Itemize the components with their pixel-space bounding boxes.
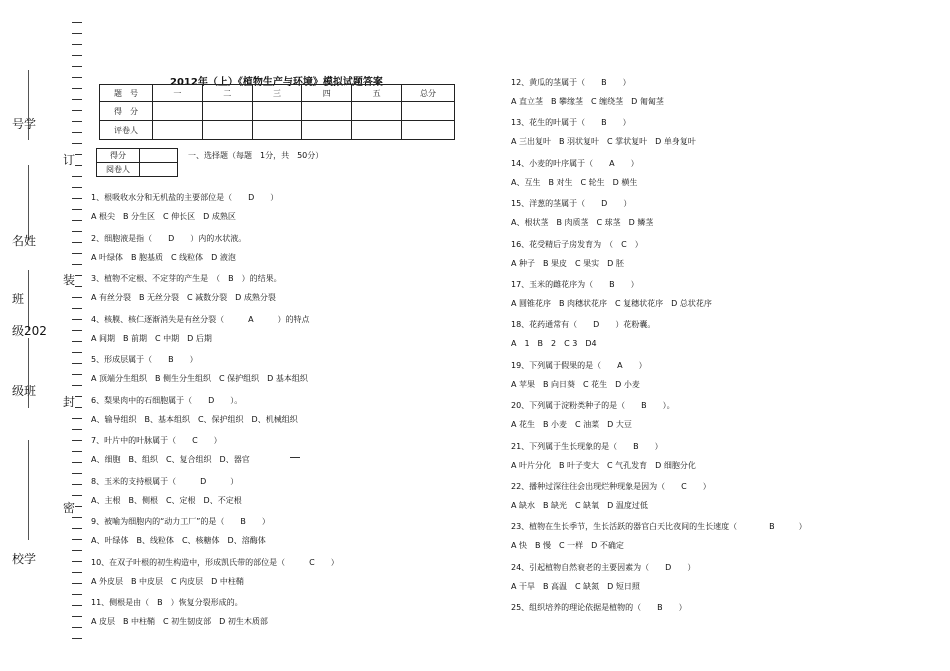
exam-title: 2012年（上）《植物生产与环境》模拟试题答案 <box>170 77 383 88</box>
question-text: 13、花生的叶属于（ B ） <box>511 118 631 128</box>
binding-tick <box>72 429 82 430</box>
grade-label: 级202 <box>12 324 47 338</box>
binding-tick <box>72 418 82 419</box>
grader-row-label: 评卷人 <box>100 121 153 140</box>
binding-tick <box>72 605 82 606</box>
score-cell[interactable] <box>352 102 402 121</box>
binding-tick <box>72 616 82 617</box>
binding-tick <box>72 44 82 45</box>
binding-word-ding: 订 <box>63 150 75 169</box>
question-text: 1、根吸收水分和无机盐的主要部位是（ D ） <box>91 193 279 202</box>
question-options: A 花生 B 小麦 C 油菜 D 大豆 <box>511 420 632 430</box>
question-options: A 外皮层 B 中皮层 C 内皮层 D 中柱鞘 <box>91 576 244 586</box>
binding-tick <box>72 143 82 144</box>
binding-tick <box>72 198 82 199</box>
question-text: 6、梨果肉中的石细胞属于（ D ）。 <box>91 395 243 405</box>
question-options: A 皮层 B 中柱鞘 C 初生韧皮部 D 初生木质部 <box>91 617 268 626</box>
binding-tick <box>72 539 82 540</box>
margin-rule <box>28 440 29 540</box>
section-score-cell[interactable] <box>140 149 178 163</box>
binding-tick <box>72 319 82 320</box>
section-grader-cell[interactable] <box>140 163 178 177</box>
binding-word-mi: 密 <box>63 498 75 517</box>
question-text: 21、下列属于生长现象的是（ B ） <box>511 441 663 451</box>
question-options: A、主根 B、侧根 C、定根 D、不定根 <box>91 495 242 505</box>
score-table <box>99 84 455 140</box>
binding-tick <box>72 627 82 628</box>
question-options: A 根尖 B 分生区 C 伸长区 D 成熟区 <box>91 212 236 221</box>
grader-cell[interactable] <box>352 121 402 140</box>
binding-tick <box>72 517 82 518</box>
binding-tick <box>72 33 82 34</box>
binding-tick <box>72 308 82 309</box>
score-table-header: 一 <box>153 85 203 102</box>
binding-tick <box>72 528 82 529</box>
grade-class-label: 级班 <box>12 384 37 398</box>
binding-tick <box>72 110 82 111</box>
grader-cell[interactable] <box>302 121 352 140</box>
question-text: 14、小麦的叶序属于（ A ） <box>511 158 639 168</box>
question-text: 22、播种过深往往会出现烂种现象是因为（ C ） <box>511 482 711 491</box>
score-row-label: 得 分 <box>100 102 153 121</box>
question-options: A 干旱 B 高温 C 缺氮 D 短日照 <box>511 581 640 591</box>
question-options: A 种子 B 果皮 C 果实 D 胚 <box>511 258 624 268</box>
class-label: 班 <box>12 292 25 306</box>
question-text: 18、花药通常有（ D ）花粉囊。 <box>511 320 656 330</box>
section-heading: 一、选择题（每题 1分，共 50分） <box>188 151 324 160</box>
question-options: A 叶绿体 B 胞基质 C 线粒体 D 液泡 <box>91 252 236 262</box>
question-options: A 有丝分裂 B 无丝分裂 C 减数分裂 D 成熟分裂 <box>91 293 276 302</box>
binding-tick <box>72 330 82 331</box>
binding-tick <box>72 440 82 441</box>
grader-cell[interactable] <box>202 121 252 140</box>
margin-rule <box>28 165 29 240</box>
question-text: 23、植物在生长季节，生长活跃的器官白天比夜间的生长速度（ B ） <box>511 522 807 532</box>
score-table-header: 题 号 <box>100 85 153 102</box>
question-text: 12、黄瓜的茎属于（ B ） <box>511 78 631 87</box>
question-options: A、细胞 B、组织 C、复合组织 D、器官 <box>91 455 250 464</box>
question-options: A 快 B 慢 C 一样 D 不确定 <box>511 541 624 551</box>
school-label: 校学 <box>12 552 37 566</box>
binding-tick <box>72 77 82 78</box>
binding-tick <box>72 550 82 551</box>
question-options: A、叶绿体 B、线粒体 C、核糖体 D、溶酶体 <box>91 536 266 545</box>
binding-tick <box>72 99 82 100</box>
score-cell[interactable] <box>402 102 455 121</box>
score-table-header: 二 <box>202 85 252 102</box>
section-score-table <box>96 148 178 177</box>
name-label: 名姓 <box>12 234 37 248</box>
score-table-header: 五 <box>352 85 402 102</box>
binding-tick <box>72 352 82 353</box>
binding-tick <box>72 242 82 243</box>
binding-tick <box>72 583 82 584</box>
binding-tick <box>72 473 82 474</box>
question-text: 25、组织培养的理论依据是植物的（ B ） <box>511 603 687 613</box>
question-options: A、互生 B 对生 C 轮生 D 横生 <box>511 177 638 187</box>
binding-tick <box>72 638 82 639</box>
binding-tick <box>72 297 82 298</box>
score-cell[interactable] <box>153 102 203 121</box>
score-table-header: 三 <box>252 85 302 102</box>
grader-cell[interactable] <box>252 121 302 140</box>
binding-tick <box>72 231 82 232</box>
section-grader-label: 阅卷人 <box>97 163 140 177</box>
binding-tick <box>72 88 82 89</box>
question-options: A 间期 B 前期 C 中期 D 后期 <box>91 333 212 343</box>
binding-tick <box>72 451 82 452</box>
grader-cell[interactable] <box>402 121 455 140</box>
binding-tick <box>72 253 82 254</box>
binding-tick <box>72 341 82 342</box>
question-options: A 叶片分化 B 叶子变大 C 气孔发育 D 细胞分化 <box>511 460 696 470</box>
binding-tick <box>72 264 82 265</box>
binding-tick <box>72 121 82 122</box>
binding-tick <box>72 209 82 210</box>
binding-margin <box>72 22 82 642</box>
question-text: 24、引起植物自然衰老的主要因素为（ D ） <box>511 562 696 572</box>
question-options: A 苹果 B 向日葵 C 花生 D 小麦 <box>511 379 640 389</box>
question-text: 4、核膜、核仁逐渐消失是有丝分裂（ A ）的特点 <box>91 314 310 324</box>
question-options: A 直立茎 B 攀缘茎 C 缠绕茎 D 匍匐茎 <box>511 97 664 106</box>
stray-mark <box>290 457 300 458</box>
question-text: 5、形成层属于（ B ） <box>91 355 198 364</box>
question-text: 11、侧根是由（ B ）恢复分裂形成的。 <box>91 598 243 607</box>
score-cell[interactable] <box>302 102 352 121</box>
question-options: A、根状茎 B 肉质茎 C 球茎 D 鳞茎 <box>511 218 654 228</box>
score-table-header: 四 <box>302 85 352 102</box>
binding-tick <box>72 484 82 485</box>
question-text: 19、下列属于假果的是（ A ） <box>511 360 647 370</box>
question-options: A 圆锥花序 B 肉穗状花序 C 复穗状花序 D 总状花序 <box>511 299 712 308</box>
question-text: 3、植物不定根、不定芽的产生是 （ B ）的结果。 <box>91 274 282 283</box>
binding-tick <box>72 187 82 188</box>
binding-tick <box>72 561 82 562</box>
binding-tick <box>72 462 82 463</box>
question-options: A 1 B 2 C 3 D4 <box>511 339 597 349</box>
binding-tick <box>72 594 82 595</box>
section-score-label: 得分 <box>97 149 140 163</box>
question-options: A 顶端分生组织 B 侧生分生组织 C 保护组织 D 基本组织 <box>91 374 308 383</box>
question-options: A 缺水 B 缺光 C 缺氧 D 温度过低 <box>511 501 648 510</box>
score-cell[interactable] <box>202 102 252 121</box>
grader-cell[interactable] <box>153 121 203 140</box>
score-table-header: 总分 <box>402 85 455 102</box>
binding-word-zhuang: 装 <box>63 270 75 289</box>
question-text: 10、在双子叶根的初生构造中，形成凯氏带的部位是（ C ） <box>91 557 339 567</box>
question-options: A 三出复叶 B 羽状复叶 C 掌状复叶 D 单身复叶 <box>511 137 696 147</box>
binding-tick <box>72 363 82 364</box>
binding-tick <box>72 495 82 496</box>
binding-tick <box>72 176 82 177</box>
question-text: 7、叶片中的叶脉属于（ C ） <box>91 436 222 445</box>
question-text: 15、洋葱的茎属于（ D ） <box>511 199 632 209</box>
binding-tick <box>72 374 82 375</box>
question-text: 17、玉米的雌花序为（ B ） <box>511 280 639 289</box>
margin-rule <box>28 270 29 330</box>
question-text: 20、下列属于淀粉类种子的是（ B ）。 <box>511 401 675 411</box>
binding-tick <box>72 220 82 221</box>
binding-tick <box>72 55 82 56</box>
question-text: 8、玉米的支持根属于（ D ） <box>91 476 239 486</box>
score-cell[interactable] <box>252 102 302 121</box>
binding-tick <box>72 22 82 23</box>
question-text: 16、花受精后子房发育为 （ C ） <box>511 239 643 249</box>
binding-word-feng: 封 <box>63 392 75 411</box>
student-id-label: 号学 <box>12 117 37 131</box>
question-text: 2、细胞液是指（ D ）内的水状液。 <box>91 233 247 243</box>
binding-tick <box>72 66 82 67</box>
binding-tick <box>72 572 82 573</box>
question-text: 9、被喻为细胞内的“动力工厂”的是（ B ） <box>91 517 270 526</box>
binding-tick <box>72 385 82 386</box>
question-options: A、输导组织 B、基本组织 C、保护组织 D、机械组织 <box>91 414 298 424</box>
binding-tick <box>72 132 82 133</box>
